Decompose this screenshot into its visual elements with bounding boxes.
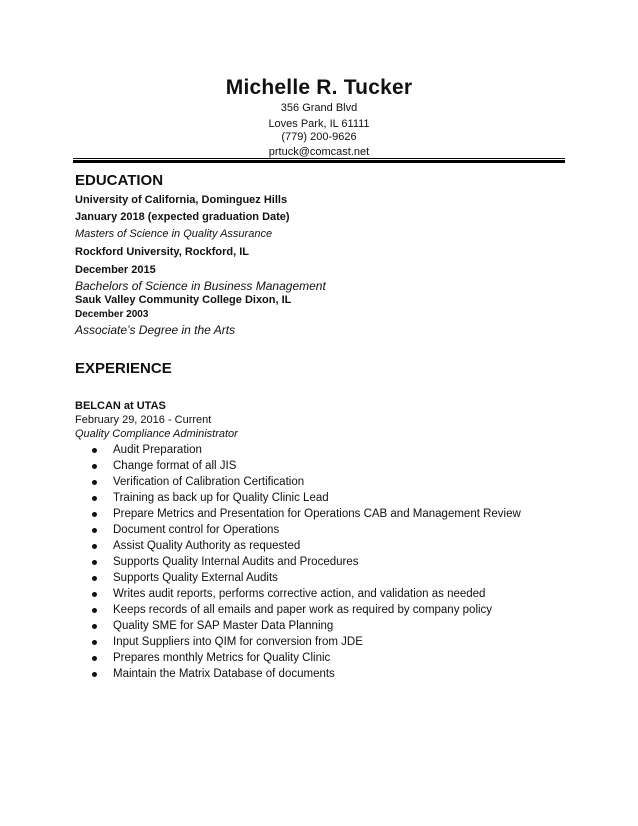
education-date-3: December 2003	[75, 309, 149, 320]
resume-page: Michelle R. Tucker 356 Grand Blvd Loves Park, IL 61111 (779) 200-9626 prtuck@comcast.net EDUCATION University of California, Dominguez Hills January 2018 (expected graduation Date) Masters of Science in Quality Assurance Rockford University, Rockford, IL December 2015 Bachelors of Science in Business Management Sauk Valley Community College Dixon, IL December 2003 Associate’s Degree in the Arts EXPERIENCE BELCAN at UTAS February 29, 2016 - Current Quality Compliance Administrator Audit Preparation Change format of all JIS Verification of Calibration Certification Training as back up for Quality Clinic Lead Prepare Metrics and Presentation for Operations CAB and Management Review Document control for Operations Assist Quality Authority as requested Supports Quality Internal Audits and Procedures Supports Quality External Audits Writes audit reports, performs corrective action, and validation as needed Keeps records of all emails and paper work as required by company policy Quality SME for SAP Master Data Planning Input Suppliers into QIM for conversion from JDE Prepares monthly Metrics for Quality Clinic Maintain the Matrix Database of documents	[0, 0, 638, 826]
email-address: prtuck@comcast.net	[268, 146, 370, 158]
header-divider-thin	[73, 158, 565, 159]
experience-job-title: Quality Compliance Administrator	[75, 428, 238, 440]
education-heading: EDUCATION	[75, 172, 164, 189]
bullet-icon	[92, 576, 97, 581]
bullet-icon	[92, 608, 97, 613]
experience-dates: February 29, 2016 - Current	[75, 414, 212, 426]
header-divider-thick	[73, 160, 565, 163]
candidate-name: Michelle R. Tucker	[225, 76, 413, 99]
bullet-icon	[92, 592, 97, 597]
education-degree-3: Associate’s Degree in the Arts	[75, 323, 236, 337]
education-date-1: January 2018 (expected graduation Date)	[75, 211, 290, 223]
education-degree-2: Bachelors of Science in Business Management	[75, 279, 326, 293]
bullet-icon	[92, 640, 97, 645]
bullet-icon	[92, 560, 97, 565]
bullet-icon	[92, 672, 97, 677]
bullet-icon	[92, 544, 97, 549]
experience-employer: BELCAN at UTAS	[75, 400, 166, 412]
experience-heading: EXPERIENCE	[75, 360, 172, 377]
bullet-icon	[92, 512, 97, 517]
bullet-icon	[92, 496, 97, 501]
education-date-2: December 2015	[75, 264, 156, 276]
education-degree-1: Masters of Science in Quality Assurance	[75, 228, 273, 240]
address-line-1: 356 Grand Blvd	[280, 102, 358, 114]
bullet-icon	[92, 528, 97, 533]
bullet-icon	[92, 656, 97, 661]
bullet-icon	[92, 624, 97, 629]
education-school-3: Sauk Valley Community College Dixon, IL	[75, 294, 292, 306]
bullet-icon	[92, 464, 97, 469]
bullet-icon	[92, 480, 97, 485]
phone-number: (779) 200-9626	[281, 131, 357, 143]
bullet-icon	[92, 448, 97, 453]
education-school-2: Rockford University, Rockford, IL	[75, 246, 249, 258]
address-line-2: Loves Park, IL 61111	[268, 118, 370, 130]
education-school-1: University of California, Dominguez Hills	[75, 194, 288, 206]
